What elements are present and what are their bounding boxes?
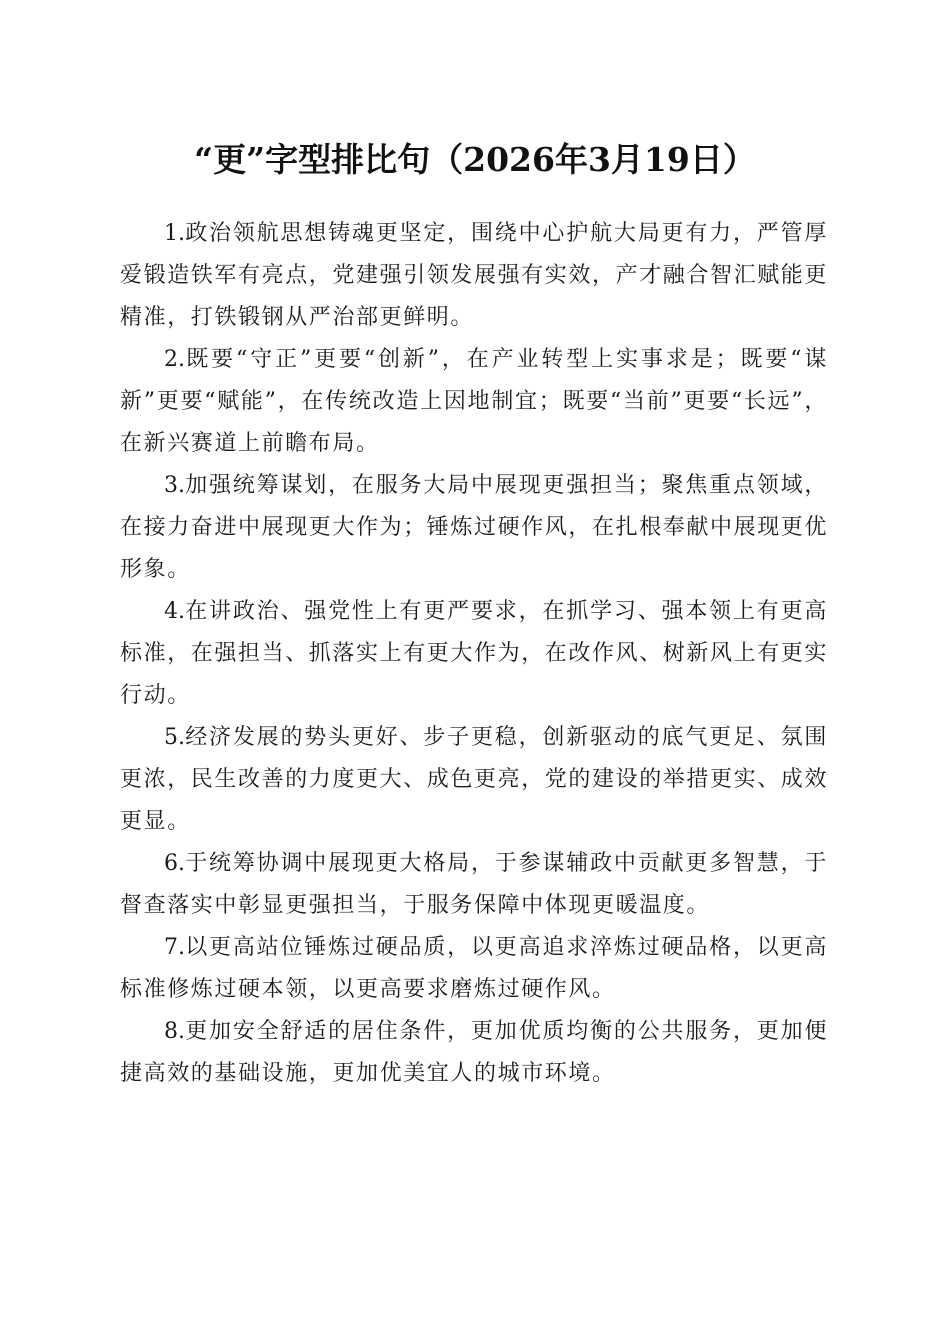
document-body bbox=[120, 213, 828, 1095]
paragraph-number: 3. bbox=[164, 473, 185, 498]
paragraph-number: 8. bbox=[164, 1019, 185, 1044]
paragraph-1 bbox=[120, 213, 828, 339]
document-title: “更”字型排比句（2026年3月19日） bbox=[194, 140, 756, 179]
paragraph-text: 既要“守正”更要“创新”，在产业转型上实事求是；既要“谋新”更要“赋能”，在传统改造上因地制宜；既要“当前”更要“长远”，在新兴赛道上前瞻布局。 bbox=[120, 347, 828, 456]
paragraph-5 bbox=[120, 717, 828, 843]
paragraph-text: 加强统筹谋划，在服务大局中展现更强担当；聚焦重点领域，在接力奋进中展现更大作为；锤炼过硬作风，在扎根奉献中展现更优形象。 bbox=[120, 473, 829, 582]
paragraph-text: 更加安全舒适的居住条件，更加优质均衡的公共服务，更加便捷高效的基础设施，更加优美宜人的城市环境。 bbox=[120, 1019, 828, 1086]
paragraph-number: 2. bbox=[164, 347, 185, 372]
paragraph-number: 7. bbox=[164, 935, 185, 960]
paragraph-text: 以更高站位锤炼过硬品质，以更高追求淬炼过硬品格，以更高标准修炼过硬本领，以更高要求磨炼过硬作风。 bbox=[120, 935, 828, 1002]
paragraph-text: 政治领航思想铸魂更坚定，围绕中心护航大局更有力，严管厚爱锻造铁军有亮点，党建强引领发展强有实效，产才融合智汇赋能更精准，打铁锻钢从严治部更鲜明。 bbox=[120, 221, 829, 330]
paragraph-2 bbox=[120, 339, 828, 465]
paragraph-number: 4. bbox=[164, 599, 185, 624]
paragraph-6 bbox=[120, 843, 828, 927]
paragraph-8 bbox=[120, 1011, 828, 1095]
paragraph-text: 于统筹协调中展现更大格局，于参谋辅政中贡献更多智慧，于督查落实中彰显更强担当，于服务保障中体现更暖温度。 bbox=[120, 851, 828, 918]
paragraph-7 bbox=[120, 927, 828, 1011]
paragraph-3 bbox=[120, 465, 828, 591]
paragraph-number: 5. bbox=[164, 725, 185, 750]
paragraph-text: 经济发展的势头更好、步子更稳，创新驱动的底气更足、氛围更浓，民生改善的力度更大、成色更亮，党的建设的举措更实、成效更显。 bbox=[120, 725, 829, 834]
paragraph-text: 在讲政治、强党性上有更严要求，在抓学习、强本领上有更高标准，在强担当、抓落实上有更大作为，在改作风、树新风上有更实行动。 bbox=[120, 599, 829, 708]
paragraph-4 bbox=[120, 591, 828, 717]
paragraph-number: 1. bbox=[164, 221, 185, 246]
paragraph-number: 6. bbox=[164, 851, 185, 876]
